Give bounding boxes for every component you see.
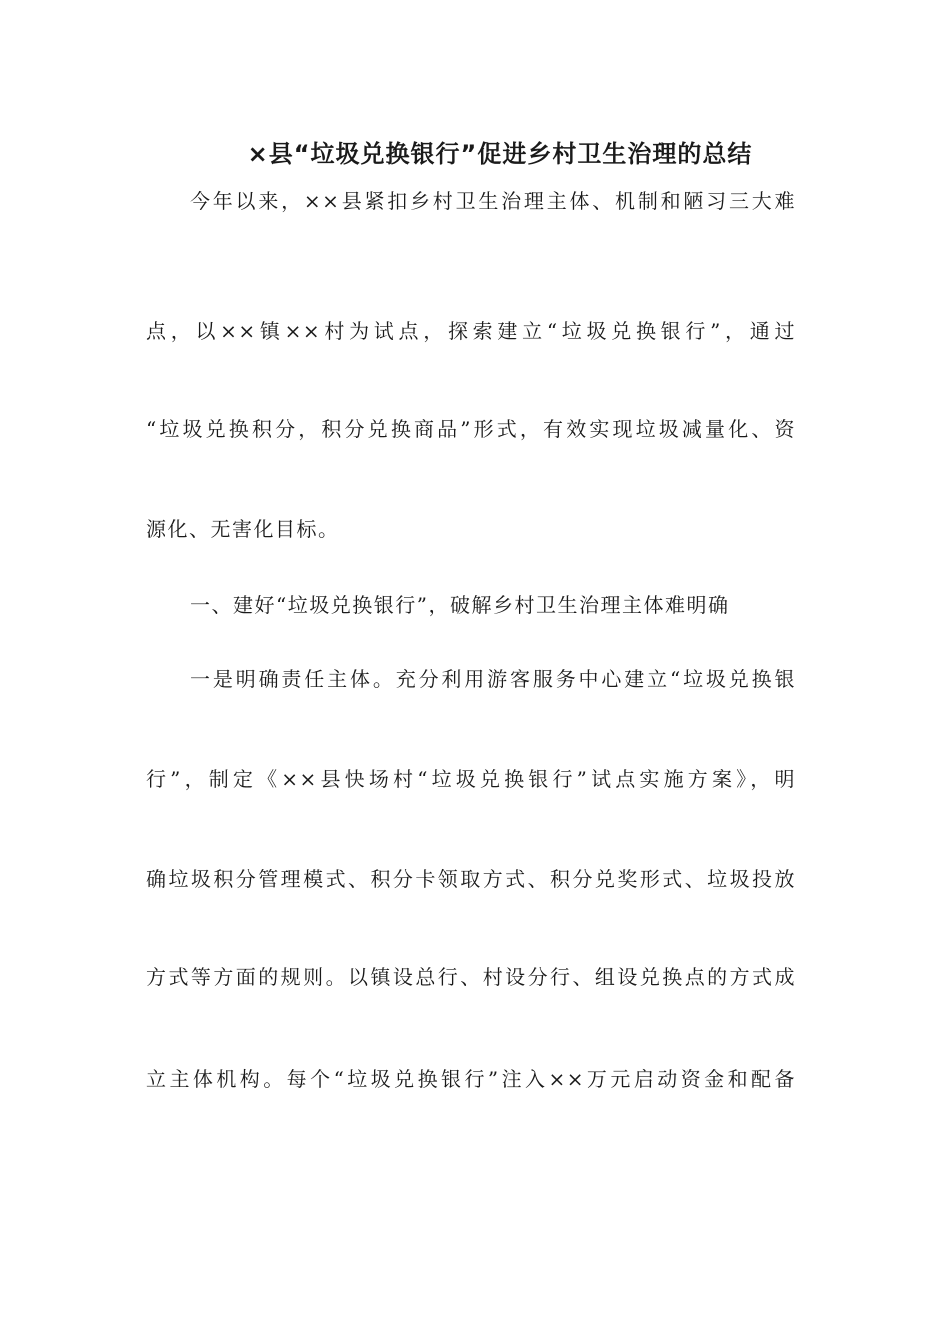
paragraph-line-4: 源化、无害化目标。 — [146, 517, 340, 541]
paragraph-line-7: 确垃圾积分管理模式、积分卡领取方式、积分兑奖形式、垃圾投放 — [146, 867, 796, 891]
section-heading-1: 一、建好“垃圾兑换银行”，破解乡村卫生治理主体难明确 — [190, 593, 730, 617]
paragraph-line-9: 立主体机构。每个“垃圾兑换银行”注入××万元启动资金和配备 — [146, 1067, 796, 1091]
paragraph-line-5: 一是明确责任主体。充分利用游客服务中心建立“垃圾兑换银 — [190, 667, 796, 691]
paragraph-line-1: 今年以来，××县紧扣乡村卫生治理主体、机制和陋习三大难 — [190, 189, 796, 213]
paragraph-line-6: 行”，制定《××县快场村“垃圾兑换银行”试点实施方案》，明 — [146, 767, 796, 791]
paragraph-line-2: 点，以××镇××村为试点，探索建立“垃圾兑换银行”，通过 — [146, 319, 796, 343]
paragraph-line-8: 方式等方面的规则。以镇设总行、村设分行、组设兑换点的方式成 — [146, 965, 796, 989]
paragraph-line-3: “垃圾兑换积分，积分兑换商品”形式，有效实现垃圾减量化、资 — [146, 417, 796, 441]
document-title: ×县“垃圾兑换银行”促进乡村卫生治理的总结 — [247, 140, 753, 168]
